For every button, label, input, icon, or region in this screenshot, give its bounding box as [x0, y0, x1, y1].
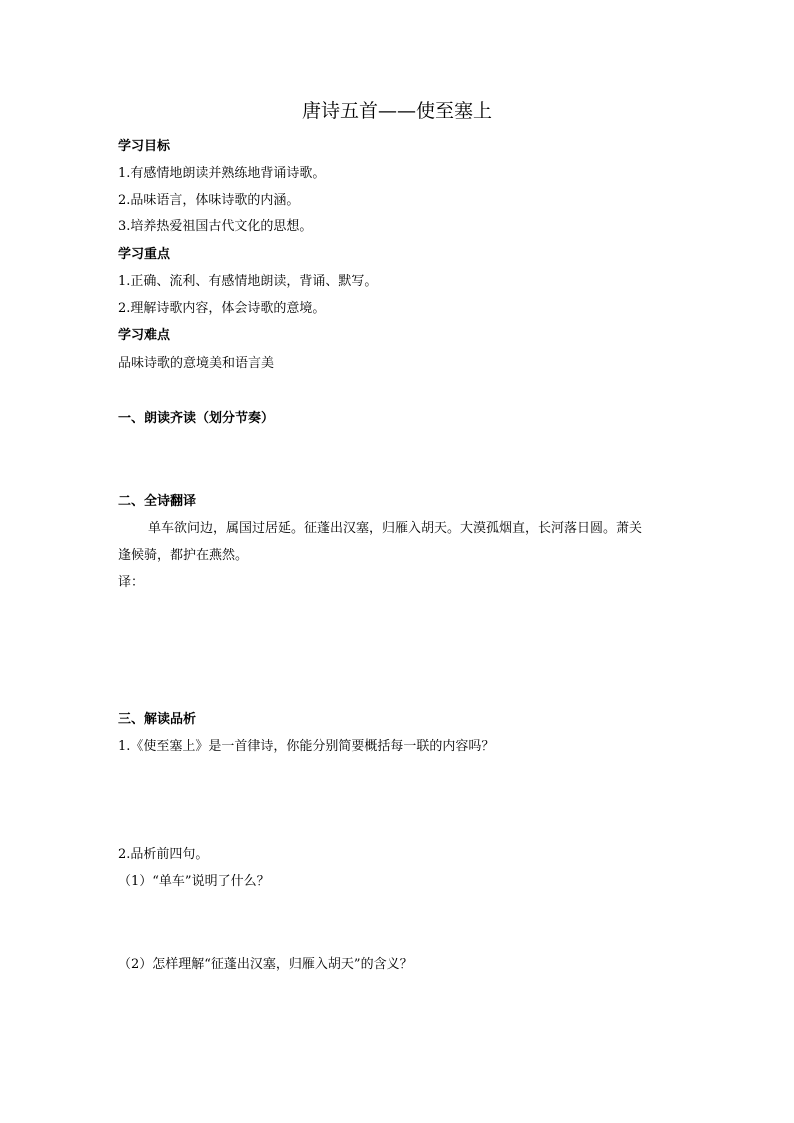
key-points-heading: 学习重点 [118, 247, 171, 262]
objectives-heading: 学习目标 [118, 139, 171, 154]
translation-label: 译： [118, 575, 145, 590]
poem-text-line-1: 单车欲问边，属国过居延。征蓬出汉塞，归雁入胡天。大漠孤烟直，长河落日圆。萧关 [148, 521, 643, 536]
question-2-2: （2）怎样理解“征蓬出汉塞，归雁入胡天”的含义？ [118, 957, 413, 972]
section1-heading: 一、朗读齐读（划分节奏） [118, 411, 275, 426]
difficulties-text: 品味诗歌的意境美和语言美 [118, 356, 275, 371]
objective-item: 1.有感情地朗读并熟练地背诵诗歌。 [118, 166, 326, 181]
question-1: 1.《使至塞上》是一首律诗，你能分别简要概括每一联的内容吗？ [118, 739, 495, 754]
question-2-1: （1）“单车”说明了什么？ [118, 874, 270, 889]
page-title: 唐诗五首——使至塞上 [301, 100, 492, 122]
key-point-item: 1.正确、流利、有感情地朗读，背诵、默写。 [118, 274, 378, 289]
key-point-item: 2.理解诗歌内容，体会诗歌的意境。 [118, 301, 326, 316]
objective-item: 3.培养热爱祖国古代文化的思想。 [118, 219, 313, 234]
poem-text-line-2: 逢候骑，都护在燕然。 [118, 548, 249, 563]
difficulties-heading: 学习难点 [118, 328, 171, 343]
section2-heading: 二、全诗翻译 [118, 494, 197, 509]
question-2: 2.品析前四句。 [118, 847, 209, 862]
objective-item: 2.品味语言，体味诗歌的内涵。 [118, 193, 300, 208]
section3-heading: 三、解读品析 [118, 712, 197, 727]
